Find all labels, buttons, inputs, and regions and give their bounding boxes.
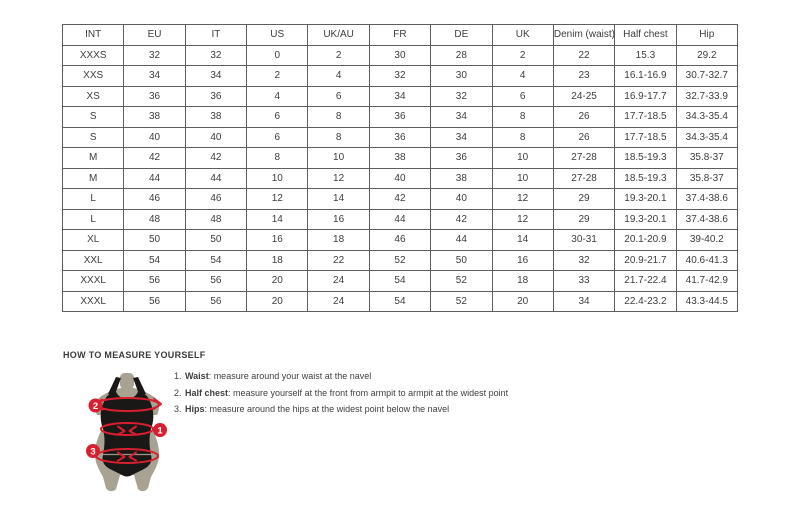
size-cell: 22.4-23.2: [615, 291, 676, 312]
steps-list: [174, 372, 508, 422]
size-table-head: [63, 25, 738, 46]
table-row: [63, 86, 738, 107]
step-label: Half chest: [185, 387, 229, 398]
size-cell: 0: [247, 45, 308, 66]
column-header: INT: [63, 25, 124, 46]
size-cell: 4: [308, 66, 369, 87]
size-cell: XL: [63, 230, 124, 251]
size-cell: 24: [308, 291, 369, 312]
step-item: [174, 405, 508, 414]
svg-text:1: 1: [157, 425, 163, 437]
column-header: Half chest: [615, 25, 676, 46]
size-cell: 29: [553, 189, 614, 210]
size-cell: 6: [492, 86, 553, 107]
size-cell: 32.7-33.9: [676, 86, 737, 107]
column-header: UK: [492, 25, 553, 46]
size-cell: 32: [124, 45, 185, 66]
size-cell: 40: [369, 168, 430, 189]
table-row: [63, 250, 738, 271]
size-cell: L: [63, 209, 124, 230]
size-cell: 17.7-18.5: [615, 127, 676, 148]
size-cell: 14: [247, 209, 308, 230]
size-cell: 14: [308, 189, 369, 210]
size-cell: 43.3-44.5: [676, 291, 737, 312]
table-row: [63, 148, 738, 169]
size-table-body: [63, 45, 738, 312]
size-cell: 28: [431, 45, 492, 66]
size-cell: 27-28: [553, 168, 614, 189]
step-number: 2.: [174, 387, 185, 398]
size-cell: S: [63, 127, 124, 148]
size-cell: 18: [247, 250, 308, 271]
size-cell: 4: [247, 86, 308, 107]
size-cell: 20.9-21.7: [615, 250, 676, 271]
size-cell: 52: [369, 250, 430, 271]
size-cell: 46: [185, 189, 246, 210]
size-cell: 48: [124, 209, 185, 230]
size-cell: 18.5-19.3: [615, 168, 676, 189]
size-cell: 34: [185, 66, 246, 87]
table-row: [63, 127, 738, 148]
size-cell: 6: [247, 127, 308, 148]
column-header: US: [247, 25, 308, 46]
size-cell: M: [63, 168, 124, 189]
size-cell: 16: [247, 230, 308, 251]
size-cell: 2: [308, 45, 369, 66]
size-cell: 52: [431, 291, 492, 312]
size-cell: 44: [124, 168, 185, 189]
size-cell: 50: [431, 250, 492, 271]
size-cell: 37.4-38.6: [676, 189, 737, 210]
step-label: Hips: [185, 404, 205, 414]
size-cell: 15.3: [615, 45, 676, 66]
size-cell: 20: [247, 271, 308, 292]
size-cell: 14: [492, 230, 553, 251]
size-cell: 42: [124, 148, 185, 169]
size-cell: 34: [369, 86, 430, 107]
size-cell: 32: [185, 45, 246, 66]
size-cell: XXXL: [63, 271, 124, 292]
size-cell: 12: [308, 168, 369, 189]
size-cell: 10: [308, 148, 369, 169]
size-cell: 16: [492, 250, 553, 271]
svg-text:3: 3: [90, 446, 96, 458]
size-cell: 44: [185, 168, 246, 189]
size-cell: 8: [247, 148, 308, 169]
size-cell: XXS: [63, 66, 124, 87]
mannequin-illustration: [73, 371, 185, 493]
size-cell: 34: [124, 66, 185, 87]
size-cell: 16.9-17.7: [615, 86, 676, 107]
step-number: 1.: [174, 371, 185, 381]
size-cell: 40: [124, 127, 185, 148]
size-cell: 34.3-35.4: [676, 127, 737, 148]
size-cell: 30.7-32.7: [676, 66, 737, 87]
size-cell: 6: [308, 86, 369, 107]
size-cell: 30: [431, 66, 492, 87]
table-row: [63, 291, 738, 312]
size-cell: 40.6-41.3: [676, 250, 737, 271]
size-cell: 42: [369, 189, 430, 210]
size-cell: 54: [369, 271, 430, 292]
size-cell: XXXL: [63, 291, 124, 312]
column-header: UK/AU: [308, 25, 369, 46]
size-cell: 8: [492, 107, 553, 128]
size-cell: 41.7-42.9: [676, 271, 737, 292]
size-cell: 23: [553, 66, 614, 87]
column-header: Hip: [676, 25, 737, 46]
size-cell: M: [63, 148, 124, 169]
size-cell: 40: [185, 127, 246, 148]
size-cell: S: [63, 107, 124, 128]
size-cell: 56: [185, 271, 246, 292]
size-cell: 33: [553, 271, 614, 292]
measure-section-title: HOW TO MEASURE YOURSELF: [63, 350, 206, 360]
size-cell: 56: [124, 291, 185, 312]
size-cell: 16.1-16.9: [615, 66, 676, 87]
size-cell: 29: [553, 209, 614, 230]
size-cell: 10: [247, 168, 308, 189]
size-cell: XXL: [63, 250, 124, 271]
size-cell: 19.3-20.1: [615, 189, 676, 210]
size-cell: 36: [431, 148, 492, 169]
table-row: [63, 45, 738, 66]
size-cell: 26: [553, 127, 614, 148]
size-cell: 10: [492, 168, 553, 189]
size-cell: 12: [247, 189, 308, 210]
step-text: : measure around your waist at the navel: [208, 371, 372, 381]
measure-badge-1: [153, 423, 167, 437]
measure-badge-2: [89, 399, 103, 413]
size-cell: 20: [492, 291, 553, 312]
size-cell: 2: [492, 45, 553, 66]
size-cell: 32: [553, 250, 614, 271]
size-cell: XS: [63, 86, 124, 107]
size-cell: 44: [369, 209, 430, 230]
size-cell: 35.8-37: [676, 168, 737, 189]
table-row: [63, 168, 738, 189]
column-header: EU: [124, 25, 185, 46]
size-cell: 26: [553, 107, 614, 128]
size-cell: L: [63, 189, 124, 210]
size-cell: 34: [431, 127, 492, 148]
size-cell: 36: [124, 86, 185, 107]
step-label: Waist: [185, 371, 209, 381]
size-cell: 20.1-20.9: [615, 230, 676, 251]
size-cell: 32: [369, 66, 430, 87]
size-cell: 16: [308, 209, 369, 230]
size-cell: 8: [308, 107, 369, 128]
size-cell: 6: [247, 107, 308, 128]
size-cell: 42: [431, 209, 492, 230]
size-cell: 46: [124, 189, 185, 210]
size-cell: 38: [431, 168, 492, 189]
size-cell: 36: [369, 107, 430, 128]
measure-badge-3: [86, 444, 100, 458]
table-row: [63, 209, 738, 230]
size-cell: 44: [431, 230, 492, 251]
table-row: [63, 107, 738, 128]
column-header: IT: [185, 25, 246, 46]
table-row: [63, 230, 738, 251]
size-cell: 54: [124, 250, 185, 271]
step-number: 3.: [174, 404, 185, 414]
table-row: [63, 66, 738, 87]
size-cell: 38: [369, 148, 430, 169]
size-cell: 8: [308, 127, 369, 148]
size-cell: 12: [492, 189, 553, 210]
size-cell: 29.2: [676, 45, 737, 66]
size-table: [62, 24, 738, 312]
size-cell: 42: [185, 148, 246, 169]
size-cell: 50: [185, 230, 246, 251]
table-row: [63, 189, 738, 210]
step-text: : measure around the hips at the widest point below the navel: [204, 404, 450, 414]
size-cell: 18: [492, 271, 553, 292]
size-cell: XXXS: [63, 45, 124, 66]
size-cell: 34.3-35.4: [676, 107, 737, 128]
header-row: [63, 25, 738, 46]
size-cell: 37.4-38.6: [676, 209, 737, 230]
size-cell: 52: [431, 271, 492, 292]
size-cell: 24-25: [553, 86, 614, 107]
size-cell: 39-40.2: [676, 230, 737, 251]
size-cell: 17.7-18.5: [615, 107, 676, 128]
size-cell: 34: [431, 107, 492, 128]
size-cell: 20: [247, 291, 308, 312]
step-item: [174, 372, 508, 381]
size-cell: 19.3-20.1: [615, 209, 676, 230]
size-cell: 36: [369, 127, 430, 148]
size-cell: 4: [492, 66, 553, 87]
table-row: [63, 271, 738, 292]
size-cell: 18.5-19.3: [615, 148, 676, 169]
size-cell: 10: [492, 148, 553, 169]
size-cell: 54: [185, 250, 246, 271]
size-cell: 54: [369, 291, 430, 312]
size-cell: 48: [185, 209, 246, 230]
column-header: FR: [369, 25, 430, 46]
size-cell: 46: [369, 230, 430, 251]
size-cell: 12: [492, 209, 553, 230]
size-cell: 38: [185, 107, 246, 128]
size-cell: 56: [185, 291, 246, 312]
size-cell: 8: [492, 127, 553, 148]
size-cell: 21.7-22.4: [615, 271, 676, 292]
size-cell: 30-31: [553, 230, 614, 251]
size-cell: 22: [308, 250, 369, 271]
size-cell: 35.8-37: [676, 148, 737, 169]
size-cell: 50: [124, 230, 185, 251]
size-cell: 22: [553, 45, 614, 66]
size-cell: 38: [124, 107, 185, 128]
svg-text:2: 2: [92, 401, 99, 412]
size-cell: 18: [308, 230, 369, 251]
column-header: DE: [431, 25, 492, 46]
step-item: [174, 389, 508, 398]
size-cell: 32: [431, 86, 492, 107]
size-cell: 36: [185, 86, 246, 107]
size-cell: 27-28: [553, 148, 614, 169]
size-cell: 40: [431, 189, 492, 210]
size-cell: 24: [308, 271, 369, 292]
size-cell: 30: [369, 45, 430, 66]
size-cell: 34: [553, 291, 614, 312]
size-cell: 56: [124, 271, 185, 292]
size-cell: 2: [247, 66, 308, 87]
step-text: : measure yourself at the front from armpit to armpit at the widest point: [228, 387, 509, 398]
column-header: Denim (waist): [553, 25, 614, 46]
